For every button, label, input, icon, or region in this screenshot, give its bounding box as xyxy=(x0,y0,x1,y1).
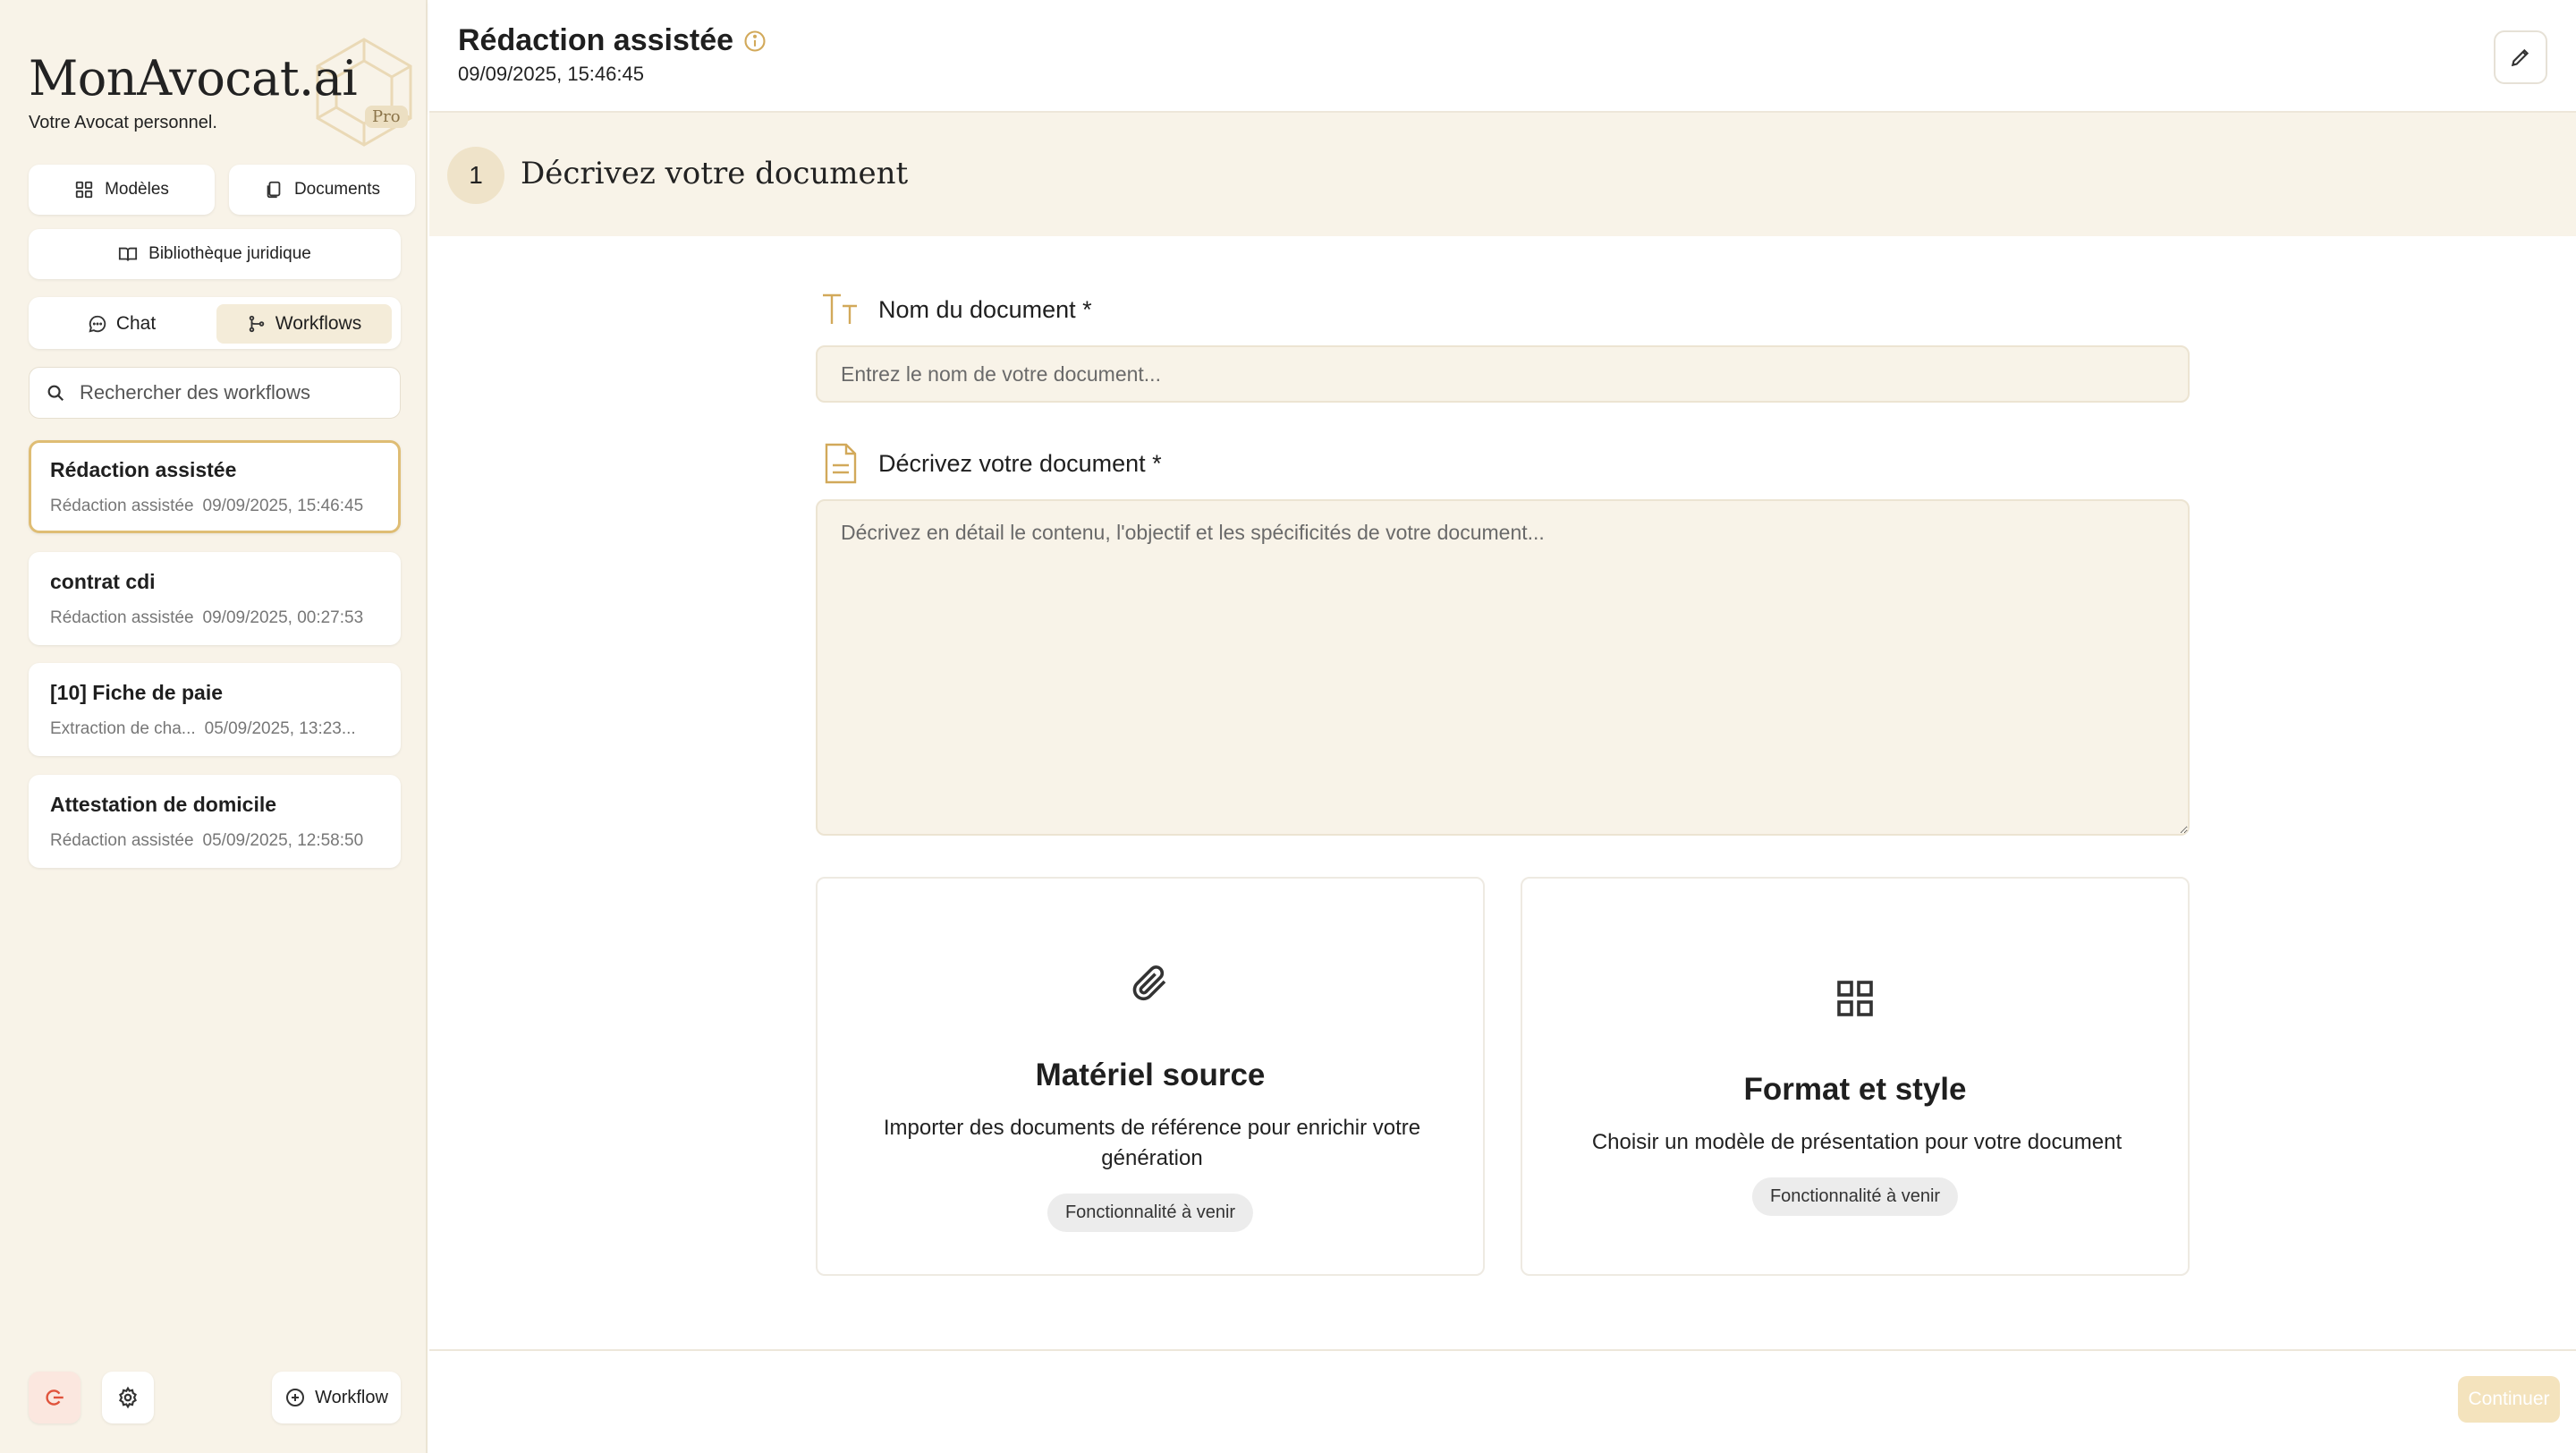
workflow-date: 09/09/2025, 15:46:45 xyxy=(202,497,364,515)
gear-icon xyxy=(116,1386,140,1409)
workflow-title: contrat cdi xyxy=(50,570,156,593)
step-title: Décrivez votre document xyxy=(521,156,909,191)
book-open-icon xyxy=(118,244,138,264)
info-icon[interactable] xyxy=(742,29,767,54)
source-material-card[interactable] xyxy=(816,877,1485,1276)
coming-soon-badge: Fonctionnalité à venir xyxy=(1047,1194,1253,1232)
workflow-title: [10] Fiche de paie xyxy=(50,681,224,704)
files-icon xyxy=(264,180,284,200)
tab-chat[interactable] xyxy=(36,304,208,344)
card-description: Importer des documents de référence pour enrichir votre génération xyxy=(883,1116,1421,1170)
workflow-type: Rédaction assistée xyxy=(50,608,194,627)
card-title: Matériel source xyxy=(1035,1058,1266,1092)
tab-workflows[interactable] xyxy=(216,304,392,344)
format-style-card[interactable] xyxy=(1521,877,2190,1276)
workflow-title: Attestation de domicile xyxy=(50,793,277,816)
edit-button[interactable] xyxy=(2494,30,2547,84)
sidebar xyxy=(0,0,428,1453)
search-icon xyxy=(46,383,65,403)
workflow-date: 05/09/2025, 12:58:50 xyxy=(202,831,364,850)
plus-circle-icon xyxy=(284,1387,306,1408)
workflow-type: Extraction de cha... xyxy=(50,719,196,738)
workflow-list-item[interactable] xyxy=(29,663,401,756)
documents-button[interactable] xyxy=(229,165,415,215)
file-text-icon xyxy=(821,442,860,485)
models-button-label: Modèles xyxy=(105,180,169,199)
document-name-label-text: Nom du document * xyxy=(878,295,1092,323)
pro-badge: Pro xyxy=(365,106,408,128)
workflow-search xyxy=(29,367,401,419)
grid-icon xyxy=(74,180,94,200)
git-branch-icon xyxy=(247,314,267,334)
workflow-type: Rédaction assistée xyxy=(50,831,194,850)
paperclip-icon xyxy=(1129,961,1172,1004)
workflow-date: 05/09/2025, 13:23... xyxy=(204,719,356,738)
legal-library-label: Bibliothèque juridique xyxy=(148,244,311,263)
models-button[interactable] xyxy=(29,165,215,215)
brand-name: MonAvocat.ai xyxy=(29,50,358,106)
settings-button[interactable] xyxy=(102,1372,154,1423)
workflow-list-item[interactable] xyxy=(29,775,401,868)
documents-button-label: Documents xyxy=(293,180,381,199)
logout-icon xyxy=(43,1386,66,1409)
document-description-label-text: Décrivez votre document * xyxy=(878,449,1162,477)
page-datetime: 09/09/2025, 15:46:45 xyxy=(458,63,644,85)
workflow-list-item[interactable] xyxy=(29,552,401,645)
card-title: Format et style xyxy=(1743,1072,1967,1107)
continue-button[interactable]: Continuer xyxy=(2458,1376,2560,1423)
page-footer xyxy=(429,1349,2576,1453)
grid-icon xyxy=(1834,977,1877,1020)
card-description: Choisir un modèle de présentation pour votre document xyxy=(1591,1130,2123,1154)
coming-soon-badge: Fonctionnalité à venir xyxy=(1752,1177,1958,1216)
pencil-icon xyxy=(2509,46,2532,69)
workflow-type: Rédaction assistée xyxy=(50,497,194,515)
workflow-title: Rédaction assistée xyxy=(50,458,237,481)
logout-button[interactable] xyxy=(29,1372,80,1423)
workflow-list-item[interactable] xyxy=(29,440,401,533)
search-input[interactable] xyxy=(80,381,384,404)
document-name-label xyxy=(821,288,1092,331)
legal-library-button[interactable] xyxy=(29,229,401,279)
page-header xyxy=(429,0,2576,113)
new-workflow-button[interactable] xyxy=(272,1372,401,1423)
step-number: 1 xyxy=(447,147,504,204)
new-workflow-label: Workflow xyxy=(315,1387,388,1407)
brand-tagline: Votre Avocat personnel. xyxy=(29,113,217,132)
document-description-textarea[interactable] xyxy=(816,499,2190,836)
page-title: Rédaction assistée xyxy=(458,23,734,57)
document-description-label xyxy=(821,442,1162,485)
page-title-row xyxy=(458,23,767,58)
chat-bubble-icon xyxy=(88,314,107,334)
text-size-icon xyxy=(821,288,860,331)
step-header xyxy=(429,113,2576,236)
tab-workflows-label: Workflows xyxy=(275,313,362,334)
document-name-input[interactable] xyxy=(816,345,2190,403)
workflow-date: 09/09/2025, 00:27:53 xyxy=(202,608,364,627)
tab-chat-label: Chat xyxy=(115,313,157,334)
mode-switcher xyxy=(29,297,401,349)
